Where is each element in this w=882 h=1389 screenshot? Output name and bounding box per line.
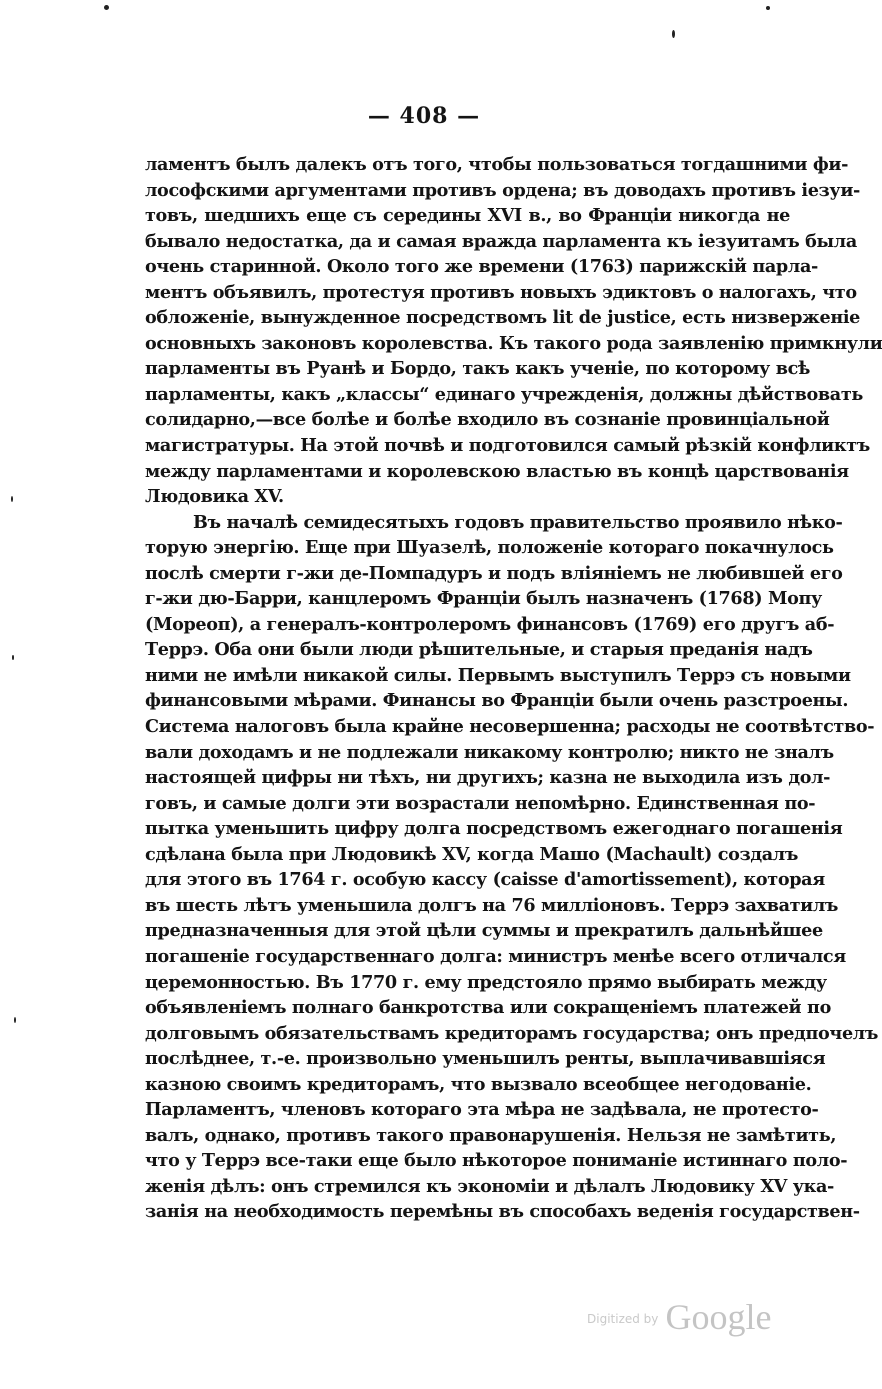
text-line: Террэ. Оба они были люди рѣшительные, и старыя преданія надъ [145, 639, 813, 661]
paragraph-end-line: Людовика XV. [145, 486, 284, 508]
text-line: (Мореоп), а генералъ-контролеромъ финансовъ (1769) его другъ аб- [145, 613, 835, 635]
text-line: магистратуры. На этой почвѣ и подготовился самый рѣзкій конфликтъ [145, 435, 870, 457]
text-line: основныхъ законовъ королевства. Къ такого рода заявленію примкнули [145, 332, 882, 354]
text-line: лософскими аргументами противъ ордена; въ доводахъ противъ іезуи- [145, 179, 860, 201]
text-line: пытка уменьшить цифру долга посредствомъ ежегоднаго погашенія [145, 818, 843, 840]
text-line: послѣднее, т.-е. произвольно уменьшилъ ренты, выплачивавшіяся [145, 1048, 826, 1070]
text-line: ламентъ былъ далекъ отъ того, чтобы пользоваться тогдашними фи- [145, 154, 849, 175]
text-line: финансовыми мѣрами. Финансы во Франціи были очень разстроены. [145, 690, 849, 712]
text-line: предназначенныя для этой цѣли суммы и прекратилъ дальнѣйшее [145, 920, 823, 942]
digitized-watermark [587, 1296, 771, 1338]
scan-speck [104, 5, 109, 10]
text-line: солидарно,—все болѣе и болѣе входило въ сознаніе провинціальной [145, 409, 830, 431]
text-line: Система налоговъ была крайне несовершенна; расходы не соотвѣтство- [145, 716, 875, 738]
text-line: въ шесть лѣтъ уменьшила долгъ на 76 милліоновъ. Террэ захватилъ [145, 894, 839, 916]
scan-speck [766, 6, 770, 10]
text-line: долговымъ обязательствамъ кредиторамъ государства; онъ предпочелъ [145, 1022, 878, 1044]
text-line: г-жи дю-Барри, канцлеромъ Франціи былъ назначенъ (1768) Мопу [145, 588, 822, 610]
text-line: для этого въ 1764 г. особую кассу (caisse d'amortissement), которая [145, 869, 825, 891]
paragraph-start-line: Въ началѣ семидесятыхъ годовъ правительство проявило нѣко- [193, 511, 843, 533]
text-line: ментъ объявилъ, протестуя противъ новыхъ эдиктовъ о налогахъ, что [145, 281, 857, 303]
text-line: торую энергію. Еще при Шуазелѣ, положеніе котораго покачнулось [145, 537, 834, 559]
text-line: между парламентами и королевскою властью въ концѣ царствованія [145, 460, 849, 482]
text-line: парламенты, какъ „классы“ единаго учрежденія, должны дѣйствовать [145, 383, 863, 405]
scan-speck [672, 30, 675, 38]
text-line: погашеніе государственнаго долга: министръ менѣе всего отличался [145, 945, 846, 967]
text-line: женія дѣлъ: онъ стремился къ экономіи и дѣлалъ Людовику XV ука- [145, 1175, 834, 1197]
text-line: церемонностью. Въ 1770 г. ему предстояло прямо выбирать между [145, 971, 827, 993]
text-line: объявленіемъ полнаго банкротства или сокращеніемъ платежей по [145, 997, 831, 1019]
text-line: Парламентъ, членовъ котораго эта мѣра не задѣвала, не протесто- [145, 1099, 819, 1121]
text-line: парламенты въ Руанѣ и Бордо, такъ какъ ученіе, по которому всѣ [145, 358, 810, 380]
scan-speck [14, 1017, 16, 1023]
text-line: послѣ смерти г-жи де-Помпадуръ и подъ вліяніемъ не любившей его [145, 562, 843, 584]
text-line: товъ, шедшихъ еще съ середины XVI в., во Франціи никогда не [145, 205, 790, 227]
text-line: очень старинной. Около того же времени (1763) парижскій парла- [145, 256, 818, 278]
text-line: вали доходамъ и не подлежали никакому контролю; никто не зналъ [145, 741, 834, 763]
text-line: говъ, и самые долги эти возрастали непомѣрно. Единственная по- [145, 792, 816, 814]
scan-speck [12, 655, 14, 660]
text-line: что у Террэ все-таки еще было нѣкоторое пониманіе истиннаго поло- [145, 1150, 848, 1172]
watermark-prefix: Digitized by [587, 1312, 659, 1326]
text-line: настоящей цифры ни тѣхъ, ни другихъ; казна не выходила изъ дол- [145, 767, 831, 789]
text-line: валъ, однако, противъ такого правонарушенія. Нельзя не замѣтить, [145, 1124, 837, 1146]
text-line: казною своимъ кредиторамъ, что вызвало всеобщее негодованіе. [145, 1073, 812, 1095]
text-line: сдѣлана была при Людовикѣ XV, когда Машо (Machault) создалъ [145, 843, 799, 865]
page-number: — 408 — [367, 103, 481, 129]
body-text [145, 152, 882, 1225]
text-line: бывало недостатка, да и самая вражда парламента къ іезуитамъ была [145, 230, 857, 252]
text-line: ними не имѣли никакой силы. Первымъ выступилъ Террэ съ новыми [145, 664, 851, 686]
text-line: обложеніе, вынужденное посредствомъ lit de justice, есть низверженіе [145, 307, 861, 329]
google-logo: Google [665, 1297, 772, 1337]
scan-speck [11, 496, 13, 502]
text-line: занія на необходимость перемѣны въ способахъ веденія государствен- [145, 1201, 860, 1223]
